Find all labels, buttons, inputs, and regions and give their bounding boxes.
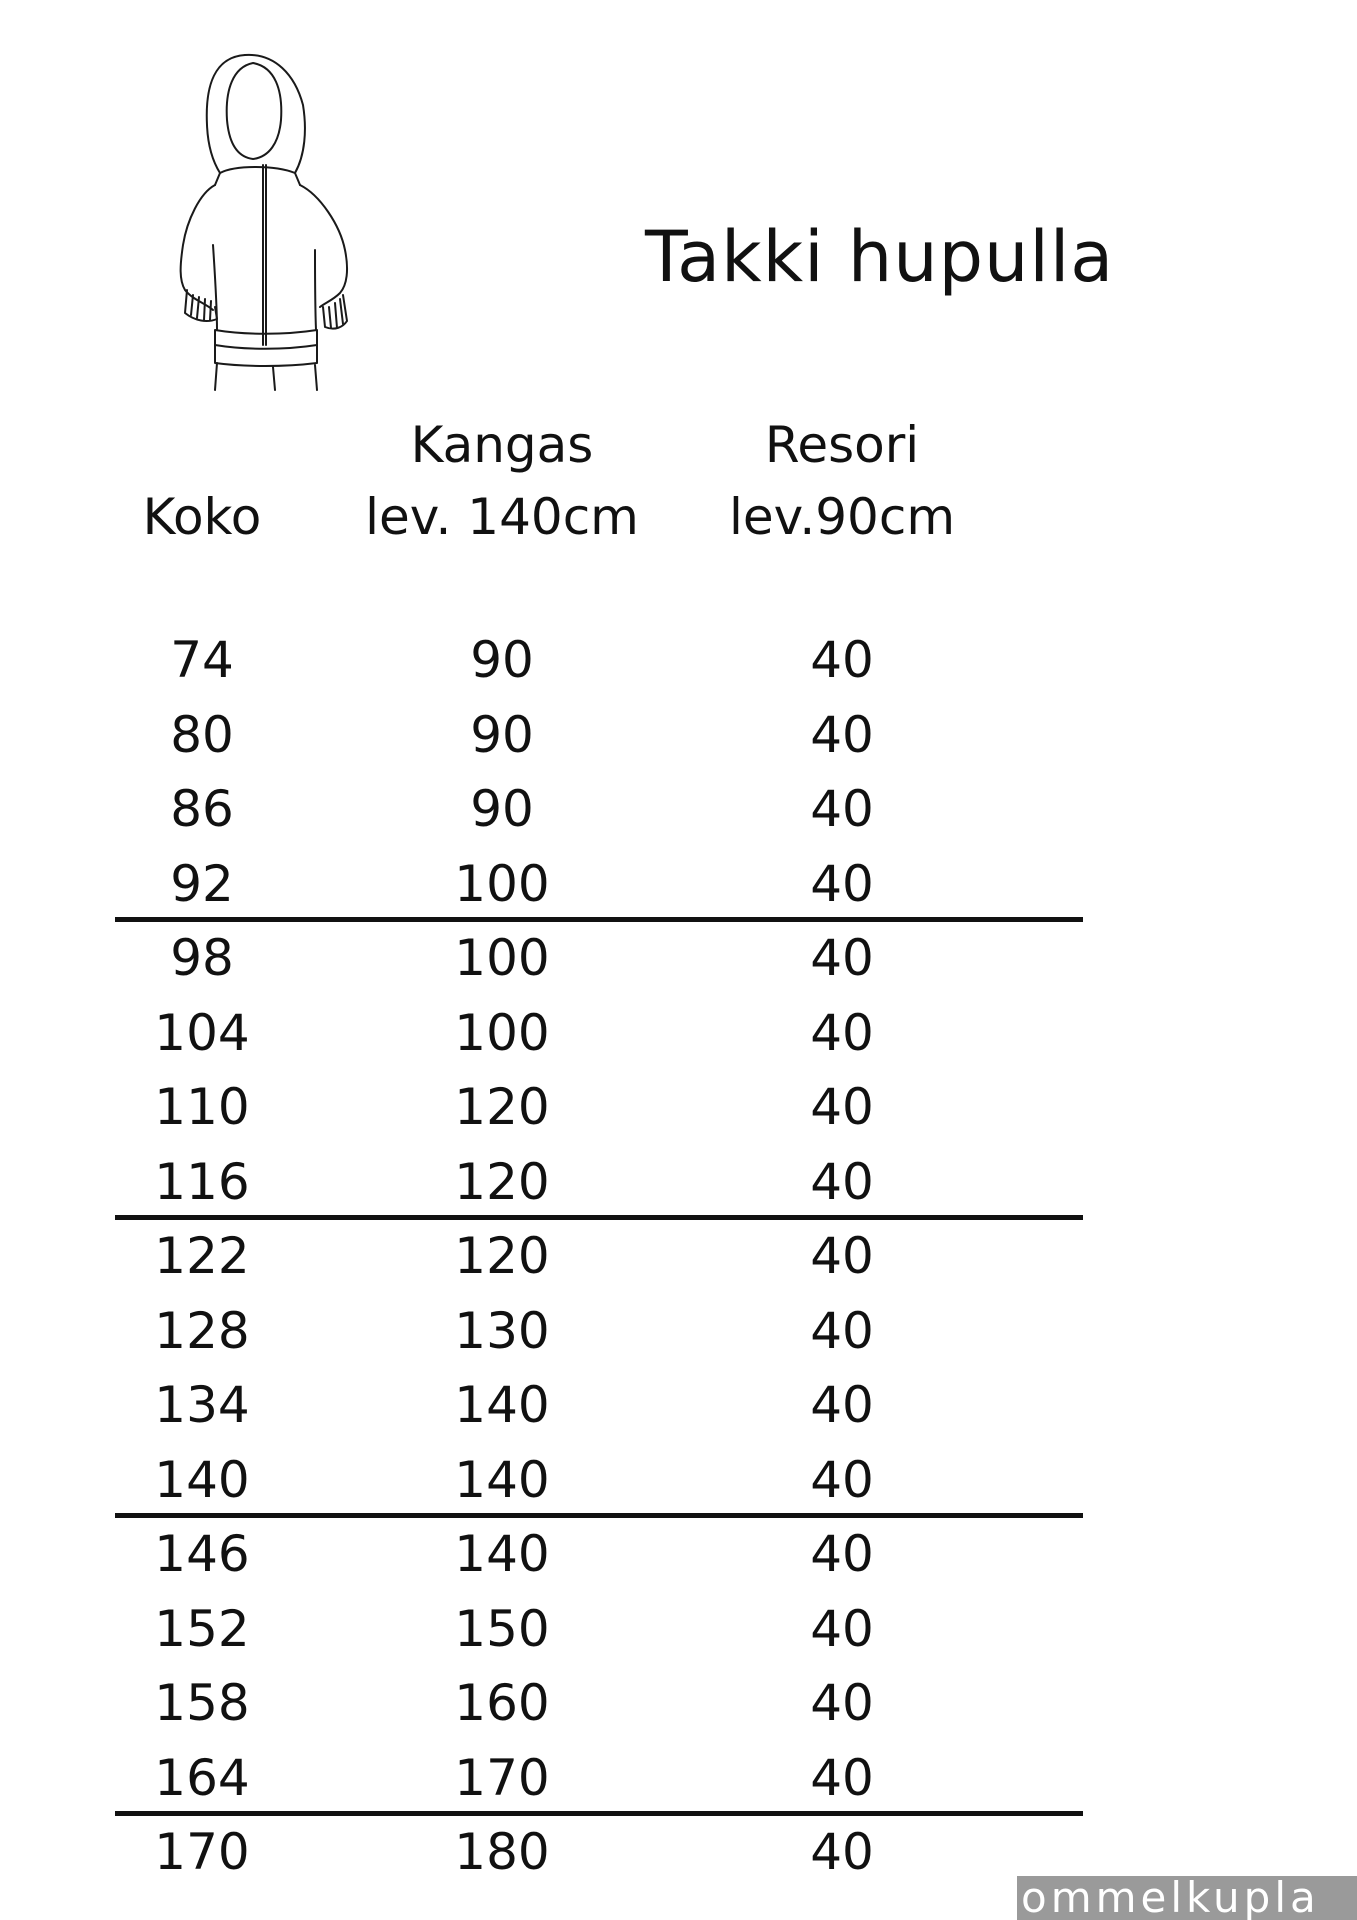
table-cell-rib: 40 [810, 631, 874, 689]
table-cell-size: 74 [170, 631, 234, 689]
table-cell-size: 110 [154, 1078, 250, 1136]
header-rib-line2: lev.90cm [728, 488, 956, 546]
group-divider-line [115, 1215, 1083, 1220]
table-cell-fabric: 100 [454, 854, 550, 913]
table-cell-rib: 40 [810, 1450, 874, 1509]
table-cell-size: 164 [154, 1748, 250, 1807]
header-fabric-line1: Kangas [410, 416, 594, 474]
table-cell-fabric: 140 [454, 1450, 550, 1509]
table-cell-size: 128 [154, 1301, 250, 1360]
hooded-jacket-illustration [175, 45, 365, 395]
table-cell-size: 146 [154, 1525, 250, 1583]
header-size: Koko [142, 488, 262, 546]
jacket-drawing-icon [175, 45, 365, 395]
group-divider-line [115, 1811, 1083, 1816]
table-cell-size: 116 [154, 1152, 250, 1211]
table-cell-fabric: 120 [454, 1227, 550, 1285]
watermark-logo: ommelkupla [1017, 1876, 1357, 1920]
table-cell-fabric: 150 [454, 1599, 550, 1658]
table-cell-fabric: 120 [454, 1152, 550, 1211]
table-cell-rib: 40 [810, 705, 874, 764]
header-rib-line1: Resori [764, 416, 920, 474]
table-cell-fabric: 90 [470, 780, 534, 838]
table-cell-fabric: 90 [470, 631, 534, 689]
table-cell-rib: 40 [810, 1152, 874, 1211]
table-cell-size: 104 [154, 1003, 250, 1062]
table-cell-fabric: 140 [454, 1525, 550, 1583]
table-cell-rib: 40 [810, 929, 874, 987]
table-cell-size: 134 [154, 1376, 250, 1434]
table-cell-rib: 40 [810, 1301, 874, 1360]
table-cell-rib: 40 [810, 1674, 874, 1732]
table-cell-rib: 40 [810, 1003, 874, 1062]
table-cell-size: 98 [170, 929, 234, 987]
table-cell-rib: 40 [810, 780, 874, 838]
table-cell-size: 158 [154, 1674, 250, 1732]
table-cell-size: 140 [154, 1450, 250, 1509]
table-cell-fabric: 90 [470, 705, 534, 764]
table-cell-rib: 40 [810, 1748, 874, 1807]
table-cell-size: 152 [154, 1599, 250, 1658]
table-cell-rib: 40 [810, 1599, 874, 1658]
table-cell-rib: 40 [810, 1227, 874, 1285]
table-cell-size: 122 [154, 1227, 250, 1285]
table-cell-size: 80 [170, 705, 234, 764]
table-cell-fabric: 160 [454, 1674, 550, 1732]
table-cell-fabric: 170 [454, 1748, 550, 1807]
table-cell-fabric: 100 [454, 1003, 550, 1062]
table-cell-fabric: 120 [454, 1078, 550, 1136]
table-cell-fabric: 140 [454, 1376, 550, 1434]
table-cell-rib: 40 [810, 1823, 874, 1881]
table-cell-rib: 40 [810, 1078, 874, 1136]
table-cell-rib: 40 [810, 1376, 874, 1434]
table-cell-fabric: 100 [454, 929, 550, 987]
table-cell-size: 92 [170, 854, 234, 913]
page-title: Takki hupulla [645, 216, 1115, 298]
group-divider-line [115, 917, 1083, 922]
table-cell-fabric: 180 [454, 1823, 550, 1881]
table-cell-rib: 40 [810, 1525, 874, 1583]
table-cell-rib: 40 [810, 854, 874, 913]
table-cell-fabric: 130 [454, 1301, 550, 1360]
group-divider-line [115, 1513, 1083, 1518]
table-cell-size: 86 [170, 780, 234, 838]
table-cell-size: 170 [154, 1823, 250, 1881]
header-fabric-line2: lev. 140cm [365, 488, 639, 546]
